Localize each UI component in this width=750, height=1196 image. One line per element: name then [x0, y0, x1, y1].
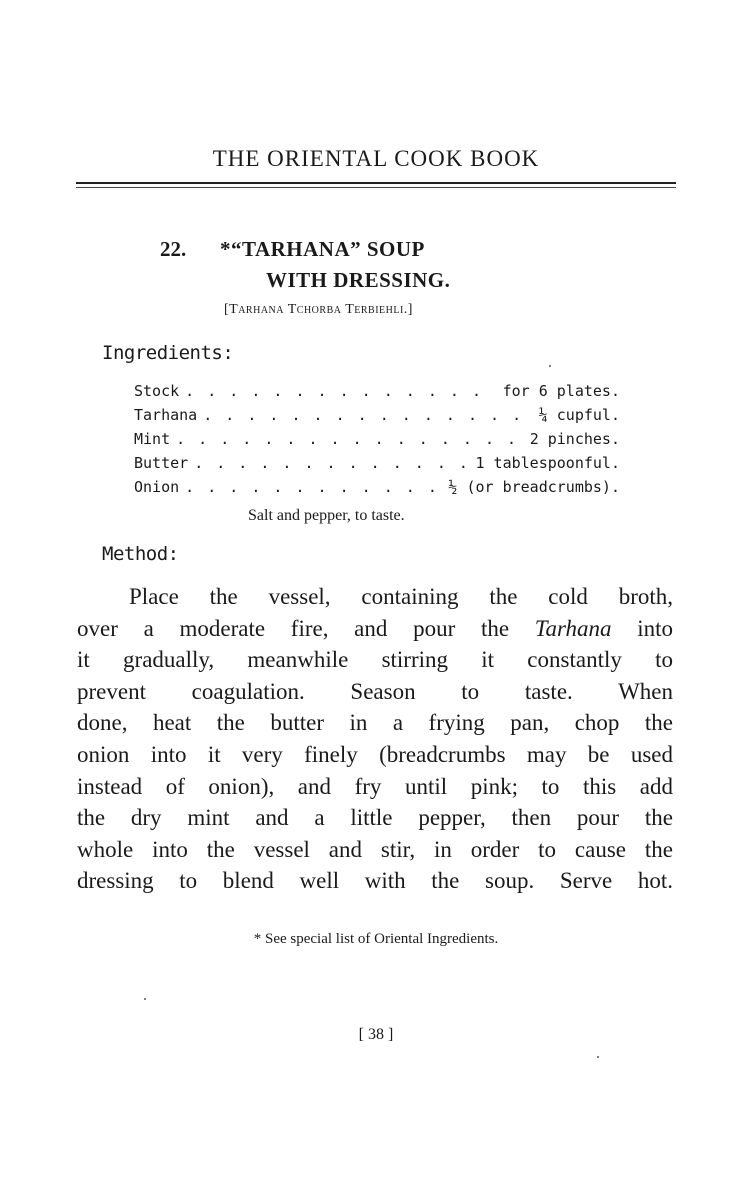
method-text-run: into [611, 615, 673, 641]
method-heading: Method: [102, 543, 179, 565]
recipe-title-line-2: WITH DRESSING. [266, 268, 451, 292]
ingredient-quantity: 2 pinches. [529, 430, 620, 448]
ingredient-row [134, 478, 620, 502]
ingredient-quantity: ½ (or breadcrumbs). [448, 478, 620, 496]
method-line: dressing to blend well with the soup. Serve hot. [77, 868, 673, 894]
method-line: onion into it very finely (breadcrumbs may be used [77, 741, 673, 767]
page-number: [ 38 ] [358, 1026, 394, 1043]
tarhana-italic: Tarhana [534, 615, 612, 641]
ingredient-quantity: ¼ cupful. [538, 406, 620, 424]
footnote: * See special list of Oriental Ingredients. [253, 931, 499, 947]
method-line: instead of onion), and fry until pink; to this add [77, 773, 673, 799]
ingredient-name: Butter [134, 454, 189, 472]
ingredient-row [134, 382, 620, 406]
running-head: THE ORIENTAL COOK BOOK [212, 146, 540, 171]
method-text-run: over a moderate fire, and pour the [77, 615, 535, 641]
ingredient-row [134, 430, 620, 454]
leader-dots [194, 454, 469, 472]
ingredient-name: Mint [134, 430, 171, 448]
recipe-native-name: [Tarhana Tchorba Terbiehli.] [224, 302, 413, 317]
method-line: it gradually, meanwhile stirring it constantly to [77, 647, 673, 673]
leader-dots [203, 406, 533, 424]
scan-speck [597, 1056, 599, 1058]
leader-dots [176, 430, 524, 448]
ingredients-list [134, 382, 620, 502]
ingredient-quantity: for 6 plates. [502, 382, 620, 400]
leader-dots [185, 478, 442, 496]
ingredients-heading: Ingredients: [102, 342, 234, 364]
method-paragraph [77, 581, 673, 897]
recipe-title-line-1: *“TARHANA” SOUP [220, 237, 425, 261]
ingredient-name: Onion [134, 478, 180, 496]
scan-speck [144, 998, 146, 1000]
method-line: Place the vessel, containing the cold broth, [129, 584, 673, 609]
leader-dots [185, 382, 496, 400]
method-line: the dry mint and a little pepper, then pour the [77, 805, 673, 831]
method-line: whole into the vessel and stir, in order to cause the [77, 836, 673, 862]
header-rule-thick [76, 182, 676, 184]
ingredient-row [134, 454, 620, 478]
ingredient-quantity: 1 tablespoonful. [475, 454, 620, 472]
ingredient-row [134, 406, 620, 430]
method-line: prevent coagulation. Season to taste. When [77, 678, 673, 704]
method-line [77, 613, 673, 645]
method-line: done, heat the butter in a frying pan, chop the [77, 710, 673, 736]
ingredient-name: Stock [134, 382, 180, 400]
ingredients-note: Salt and pepper, to taste. [248, 507, 405, 524]
scan-speck [549, 365, 551, 367]
ingredient-name: Tarhana [134, 406, 198, 424]
recipe-number: 22. [160, 237, 187, 261]
header-rule-thin [76, 187, 676, 188]
